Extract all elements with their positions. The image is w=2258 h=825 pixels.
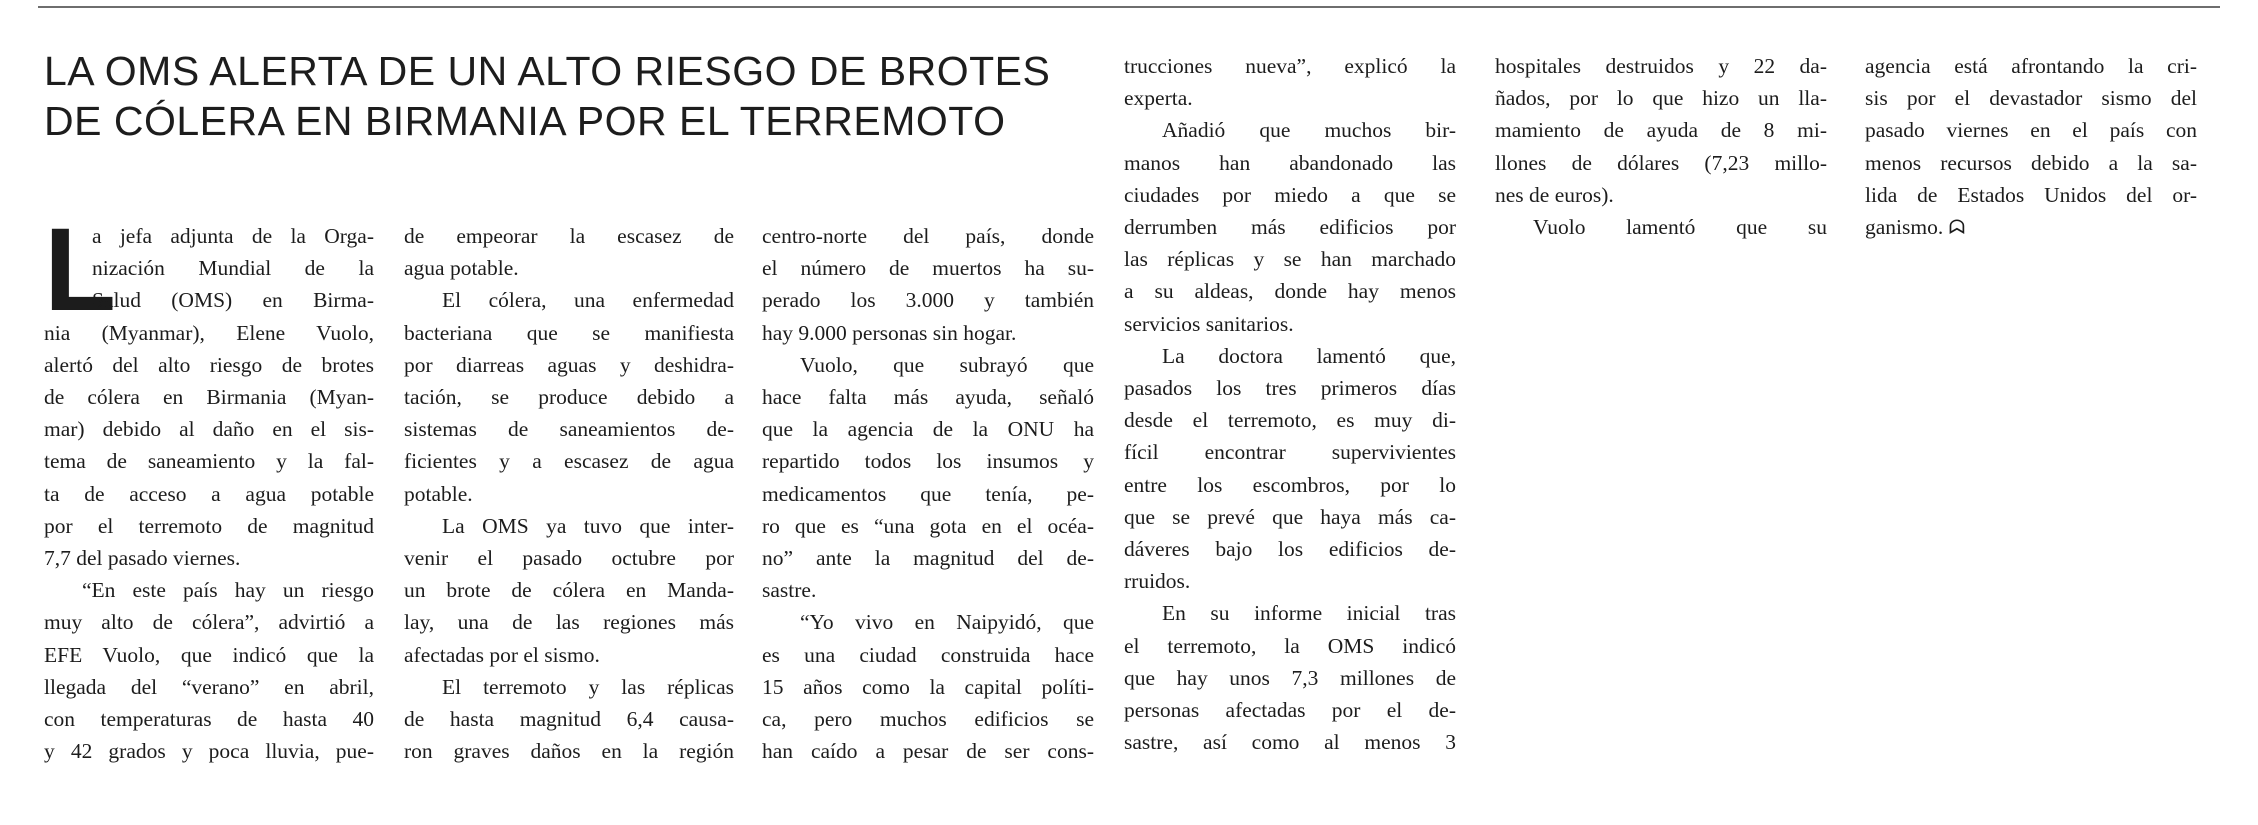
text-line: [1865, 211, 2197, 244]
text-line: entre los escombros, por lo: [1124, 472, 1456, 497]
text-line: “Yo vivo en Naipyidó, que: [800, 610, 1094, 635]
text-line: fícil encontrar supervivientes: [1124, 440, 1456, 465]
text-line: a su aldeas, donde hay menos: [1124, 279, 1456, 304]
text-line: ron graves daños en la región: [404, 739, 734, 764]
text-line: pasados los tres primeros días: [1124, 376, 1456, 401]
article-column-6: [1865, 50, 2197, 244]
text-line: nes de euros).: [1495, 182, 1614, 207]
article-column-1: [44, 204, 374, 767]
text-line: desde el terremoto, es muy di-: [1124, 408, 1456, 433]
article-column-3: [762, 220, 1094, 767]
text-line: de cólera en Birmania (Myan-: [44, 385, 374, 410]
text-line: repartido todos los insumos y: [762, 449, 1094, 474]
text-line: “En este país hay un riesgo: [82, 578, 374, 603]
text-line: por diarreas aguas y deshidra-: [404, 352, 734, 377]
text-line: tación, se produce debido a: [404, 385, 734, 410]
text-line: hospitales destruidos y 22 da-: [1495, 54, 1827, 78]
article-column-5: [1495, 50, 1827, 243]
text-line: afectadas por el sismo.: [404, 642, 600, 667]
text-line: que hay unos 7,3 millones de: [1124, 665, 1456, 690]
headline-line-2: DE CÓLERA EN BIRMANIA POR EL TERREMOTO: [44, 98, 1006, 144]
article-column-2: [404, 220, 734, 767]
text-line: que la agencia de la ONU ha: [762, 417, 1094, 442]
drop-cap: L: [44, 204, 117, 336]
text-line: pasado viernes en el país con: [1865, 118, 2197, 143]
text-line: llones de dólares (7,23 millo-: [1495, 150, 1827, 175]
text-line: el terremoto, la OMS indicó: [1124, 633, 1456, 658]
text-line: potable.: [404, 481, 473, 506]
text-line: perado los 3.000 y también: [762, 288, 1094, 313]
text-line: ca, pero muchos edificios se: [762, 707, 1094, 732]
text-line: El cólera, una enfermedad: [442, 288, 734, 313]
text-line: Vuolo lamentó que su: [1533, 215, 1827, 240]
text-line: 15 años como la capital políti-: [762, 674, 1094, 699]
text-line: nia (Myanmar), Elene Vuolo,: [44, 320, 374, 345]
text-line: trucciones nueva”, explicó la: [1124, 54, 1456, 78]
text-line: medicamentos que tenía, pe-: [762, 481, 1094, 506]
top-rule: [38, 6, 2220, 8]
text-line: llegada del “verano” en abril,: [44, 674, 374, 699]
text-line: ñados, por lo que hizo un lla-: [1495, 86, 1827, 111]
text-line: servicios sanitarios.: [1124, 311, 1294, 336]
text-line: manos han abandonado las: [1124, 150, 1456, 175]
text-line: un brote de cólera en Manda-: [404, 578, 734, 603]
text-line: agencia está afrontando la cri-: [1865, 54, 2197, 78]
text-line: agua potable.: [404, 256, 519, 281]
text-line: no” ante la magnitud del de-: [762, 546, 1094, 571]
text-line: lay, una de las regiones más: [404, 610, 734, 635]
text-line: menos recursos debido a la sa-: [1865, 150, 2197, 175]
text-line: ro que es “una gota en el océa-: [762, 513, 1094, 538]
text-line: Añadió que muchos bir-: [1162, 118, 1456, 143]
text-line: La OMS ya tuvo que inter-: [442, 513, 734, 538]
text-line: hace falta más ayuda, señaló: [762, 385, 1094, 410]
text-line: lida de Estados Unidos del or-: [1865, 182, 2197, 207]
text-line: 7,7 del pasado viernes.: [44, 546, 241, 571]
text-line: sastre, así como al menos 3: [1124, 730, 1456, 755]
end-of-article-icon: ᗣ: [1948, 217, 1966, 240]
text-line: han caído a pesar de ser cons-: [762, 739, 1094, 764]
text-line: dáveres bajo los edificios de-: [1124, 537, 1456, 562]
headline: [44, 46, 1094, 146]
text-line: que se prevé que haya más ca-: [1124, 504, 1456, 529]
text-line: EFE Vuolo, que indicó que la: [44, 642, 374, 667]
headline-line-1: LA OMS ALERTA DE UN ALTO RIESGO DE BROTES: [44, 48, 1051, 94]
text-line: venir el pasado octubre por: [404, 546, 734, 571]
text-line: La doctora lamentó que,: [1162, 343, 1456, 368]
text-line: sis por el devastador sismo del: [1865, 86, 2197, 111]
text-line: y 42 grados y poca lluvia, pue-: [44, 739, 374, 764]
text-line: rruidos.: [1124, 569, 1191, 594]
text-line: de empeorar la escasez de: [404, 224, 734, 248]
text-line: las réplicas y se han marchado: [1124, 247, 1456, 272]
text-line: Vuolo, que subrayó que: [800, 352, 1094, 377]
text-line: Salud (OMS) en Birma-: [92, 288, 374, 313]
text-line: tema de saneamiento y la fal-: [44, 449, 374, 474]
text-line: hay 9.000 personas sin hogar.: [762, 320, 1017, 345]
text-line: ficientes y a escasez de agua: [404, 449, 734, 474]
text-line: sastre.: [762, 578, 817, 603]
text-line: por el terremoto de magnitud: [44, 513, 374, 538]
text-line: mar) debido al daño en el sis-: [44, 417, 374, 442]
text-line: muy alto de cólera”, advirtió a: [44, 610, 374, 635]
text-line: con temperaturas de hasta 40: [44, 707, 374, 732]
text-line: alertó del alto riesgo de brotes: [44, 352, 374, 377]
text-line-end: ganismo.: [1865, 215, 1944, 240]
text-line: a jefa adjunta de la Orga-: [92, 224, 374, 248]
text-line: centro-norte del país, donde: [762, 224, 1094, 248]
text-line: mamiento de ayuda de 8 mi-: [1495, 118, 1827, 143]
text-line: bacteriana que se manifiesta: [404, 320, 734, 345]
text-line: es una ciudad construida hace: [762, 642, 1094, 667]
text-line: El terremoto y las réplicas: [442, 674, 734, 699]
text-line: de hasta magnitud 6,4 causa-: [404, 707, 734, 732]
text-line: el número de muertos ha su-: [762, 256, 1094, 281]
text-line: ta de acceso a agua potable: [44, 481, 374, 506]
text-line: nización Mundial de la: [92, 256, 374, 281]
text-line: personas afectadas por el de-: [1124, 698, 1456, 723]
article-column-4: [1124, 50, 1456, 758]
text-line: derrumben más edificios por: [1124, 215, 1456, 240]
text-line: sistemas de saneamientos de-: [404, 417, 734, 442]
text-line: ciudades por miedo a que se: [1124, 182, 1456, 207]
text-line: experta.: [1124, 86, 1193, 111]
text-line: En su informe inicial tras: [1162, 601, 1456, 626]
